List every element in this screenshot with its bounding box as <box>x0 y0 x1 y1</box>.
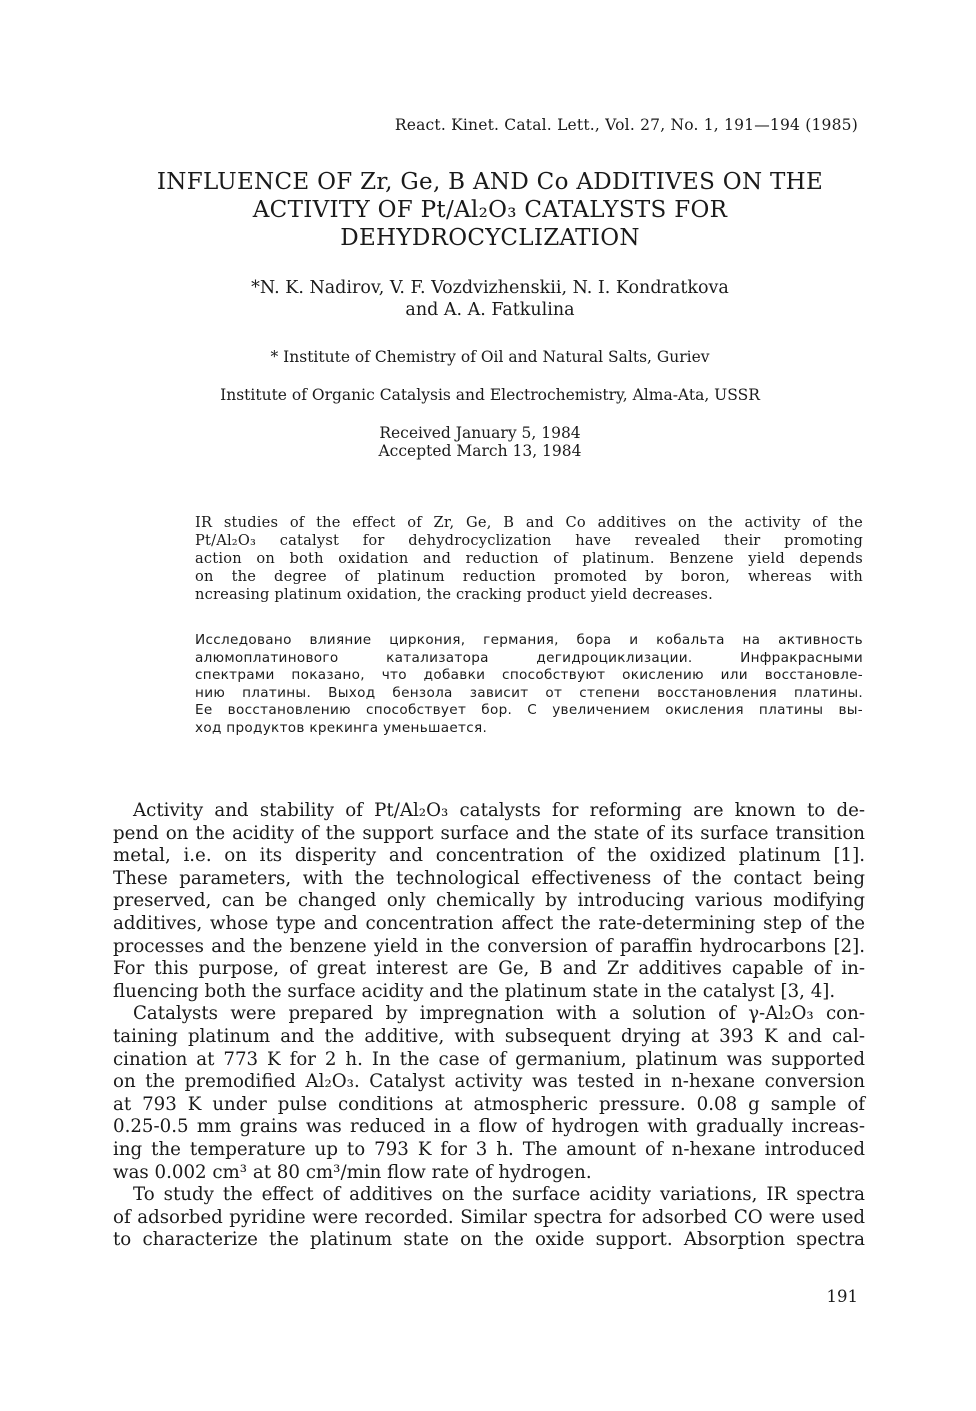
body-line: processes and the benzene yield in the conversion of paraffin hydrocarbons [2]. <box>113 935 865 957</box>
abstract-line: Ее восстановлению способствует бор. С увеличением окисления платины вы- <box>195 702 863 719</box>
body-line: cination at 773 K for 2 h. In the case of germanium, platinum was supported <box>113 1048 865 1070</box>
article-title <box>120 168 860 252</box>
body-line: taining platinum and the additive, with subsequent drying at 393 K and cal- <box>113 1025 865 1047</box>
body-line: at 793 K under pulse conditions at atmospheric pressure. 0.08 g sample of <box>113 1093 865 1115</box>
title-line: ACTIVITY OF Pt/Al₂O₃ CATALYSTS FOR <box>252 197 728 223</box>
body-line: To study the effect of additives on the surface acidity variations, IR spectra <box>133 1184 865 1206</box>
body-line: additives, whose type and concentration affect the rate-determining step of the <box>113 912 865 934</box>
body-line: was 0.002 cm³ at 80 cm³/min flow rate of hydrogen. <box>113 1161 592 1183</box>
page-number: 191 <box>826 1287 858 1306</box>
abstract-line: IR studies of the effect of Zr, Ge, B and Co additives on the activity of the <box>195 514 863 531</box>
abstract-english <box>195 514 863 604</box>
author-list <box>140 277 840 321</box>
abstract-line: on the degree of platinum reduction promoted by boron, whereas with <box>195 568 863 585</box>
abstract-russian <box>195 632 863 738</box>
abstract-line: алюмоплатинового катализатора дегидроциклизации. Инфракрасными <box>195 649 863 666</box>
affiliation-second: Institute of Organic Catalysis and Electrochemistry, Alma-Ata, USSR <box>220 386 760 404</box>
submission-dates <box>140 424 820 460</box>
abstract-line: Pt/Al₂O₃ catalyst for dehydrocyclization have revealed their promoting <box>195 532 863 549</box>
body-line: fluencing both the surface acidity and the platinum state in the catalyst [3, 4]. <box>113 980 836 1002</box>
body-text <box>113 800 865 1252</box>
body-line: on the premodified Al₂O₃. Catalyst activity was tested in n-hexane conversion <box>113 1071 865 1093</box>
body-line: 0.25-0.5 mm grains was reduced in a flow of hydrogen with gradually increas- <box>113 1116 865 1138</box>
author-line: *N. K. Nadirov, V. F. Vozdvizhenskii, N. I. Kondratkova <box>251 278 729 298</box>
body-line: pend on the acidity of the support surface and the state of its surface transition <box>113 822 865 844</box>
title-line: INFLUENCE OF Zr, Ge, B AND Co ADDITIVES ON THE <box>156 169 824 195</box>
abstract-line: ход продуктов крекинга уменьшается. <box>195 719 488 736</box>
body-line: For this purpose, of great interest are Ge, B and Zr additives capable of in- <box>113 958 865 980</box>
abstract-line: action on both oxidation and reduction of platinum. Benzene yield depends <box>195 550 863 567</box>
body-line: Activity and stability of Pt/Al₂O₃ catalysts for reforming are known to de- <box>133 800 865 821</box>
body-line: These parameters, with the technological effectiveness of the contact being <box>113 867 865 889</box>
abstract-line: ncreasing platinum oxidation, the cracking product yield decreases. <box>195 586 713 603</box>
affiliation-first: * Institute of Chemistry of Oil and Natural Salts, Guriev <box>270 348 710 366</box>
body-line: ing the temperature up to 793 K for 3 h. The amount of n-hexane introduced <box>113 1138 865 1160</box>
abstract-line: спектрами показано, что добавки способствуют окислению или восстановле- <box>195 667 863 684</box>
body-line: to characterize the platinum state on the oxide support. Absorption spectra <box>113 1229 865 1251</box>
abstract-line: нию платины. Выход бензола зависит от степени восстановления платины. <box>195 684 863 701</box>
citation-header: React. Kinet. Catal. Lett., Vol. 27, No. 1, 191—194 (1985) <box>394 116 858 134</box>
body-line: of adsorbed pyridine were recorded. Similar spectra for adsorbed CO were used <box>113 1206 865 1228</box>
body-line: Catalysts were prepared by impregnation with a solution of γ-Al₂O₃ con- <box>133 1003 865 1025</box>
abstract-line: Исследовано влияние циркония, германия, бора и кобальта на активность <box>195 632 863 648</box>
author-line: and A. A. Fatkulina <box>405 300 575 320</box>
body-line: metal, i.e. on its disperity and concentration of the oxidized platinum [1]. <box>113 845 865 867</box>
received-date: Received January 5, 1984 <box>379 424 581 442</box>
body-line: preserved, can be changed only chemically by introducing various modifying <box>113 890 865 912</box>
accepted-date: Accepted March 13, 1984 <box>378 442 582 460</box>
title-line: DEHYDROCYCLIZATION <box>340 225 640 251</box>
